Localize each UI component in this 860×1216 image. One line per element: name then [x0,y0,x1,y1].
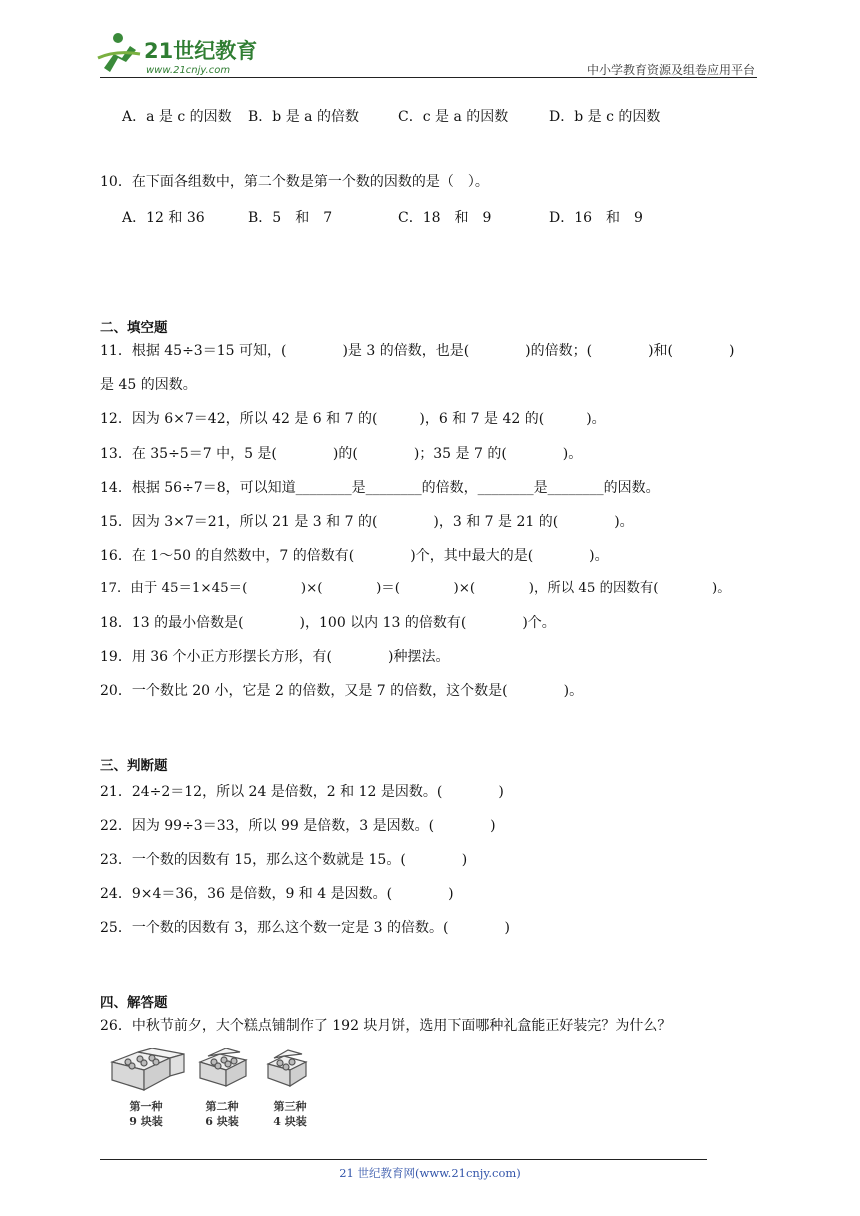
q12: 12．因为 6×7＝42，所以 42 是 6 和 7 的( )，6 和 7 是 42 的( )。 [100,411,606,427]
q17: 17．由于 45＝1×45＝( )×( )＝( )×( )，所以 45 的因数有( )。 [100,581,731,596]
mooncake-boxes-figure [108,1048,318,1133]
q16: 16．在 1～50 的自然数中，7 的倍数有( )个，其中最大的是( )。 [100,548,609,564]
runner-icon [98,33,140,72]
footer-text[interactable]: 21 世纪教育网(www.21cnjy.com) [339,1166,521,1180]
q11-line1: 11．根据 45÷3＝15 可知，( )是 3 的倍数，也是( )的倍数；( )和( ) [100,343,735,359]
footer-divider [100,1159,707,1160]
q23: 23．一个数的因数有 15，那么这个数就是 15。( ) [100,852,468,868]
box-4-icon [268,1050,306,1086]
q21: 21．24÷2＝12，所以 24 是倍数，2 和 12 是因数。( ) [100,784,504,800]
box1-label-1: 第一种 [129,1100,163,1113]
q10-stem: 10．在下面各组数中，第二个数是第一个数的因数的是（ ）。 [100,174,489,190]
header-tagline: 中小学教育资源及组卷应用平台 [586,63,755,77]
box-9-icon [112,1048,184,1090]
header-divider [100,77,757,78]
q24: 24．9×4＝36，36 是倍数，9 和 4 是因数。( ) [100,886,454,902]
section4-title: 四、解答题 [100,995,168,1011]
q18: 18．13 的最小倍数是( )，100 以内 13 的倍数有( )个。 [100,615,556,631]
section3-title: 三、判断题 [100,758,168,774]
box2-label-2: 6 块装 [205,1115,239,1128]
q13: 13．在 35÷5＝7 中，5 是( )的( )；35 是 7 的( )。 [100,446,583,462]
box2-label-1: 第二种 [205,1100,239,1113]
box1-label-2: 9 块装 [129,1115,163,1128]
q10-option-d: D．16 和 9 [549,210,643,226]
q26: 26．中秋节前夕，大个糕点铺制作了 192 块月饼，选用下面哪种礼盒能正好装完？为什么？ [100,1018,672,1034]
logo-text: 21世纪教育 [144,39,258,63]
section2-title: 二、填空题 [100,320,168,336]
box3-label-2: 4 块装 [273,1115,307,1128]
q10-option-c: C．18 和 9 [398,210,492,226]
q10-option-b: B．5 和 7 [248,210,333,226]
q9-option-d: D．b 是 c 的因数 [549,109,661,125]
q20: 20．一个数比 20 小，它是 2 的倍数，又是 7 的倍数，这个数是( )。 [100,683,584,699]
site-logo [96,28,266,78]
q9-option-b: B．b 是 a 的倍数 [248,109,359,125]
q15: 15．因为 3×7＝21，所以 21 是 3 和 7 的( )，3 和 7 是 21 的( )。 [100,514,634,530]
q9-option-c: C．c 是 a 的因数 [398,109,509,125]
q9-option-a: A．a 是 c 的因数 [122,109,232,125]
q25: 25．一个数的因数有 3，那么这个数一定是 3 的倍数。( ) [100,920,510,936]
box-6-icon [200,1048,246,1086]
q11-line2: 是 45 的因数。 [100,377,197,393]
box3-label-1: 第三种 [273,1100,307,1113]
q19: 19．用 36 个小正方形摆长方形，有( )种摆法。 [100,649,450,665]
q10-option-a: A．12 和 36 [122,210,205,226]
q14: 14．根据 56÷7＝8，可以知道________是________的倍数，________是________的因数。 [100,480,660,496]
logo-url: www.21cnjy.com [146,65,231,76]
q22: 22．因为 99÷3＝33，所以 99 是倍数，3 是因数。( ) [100,818,496,834]
